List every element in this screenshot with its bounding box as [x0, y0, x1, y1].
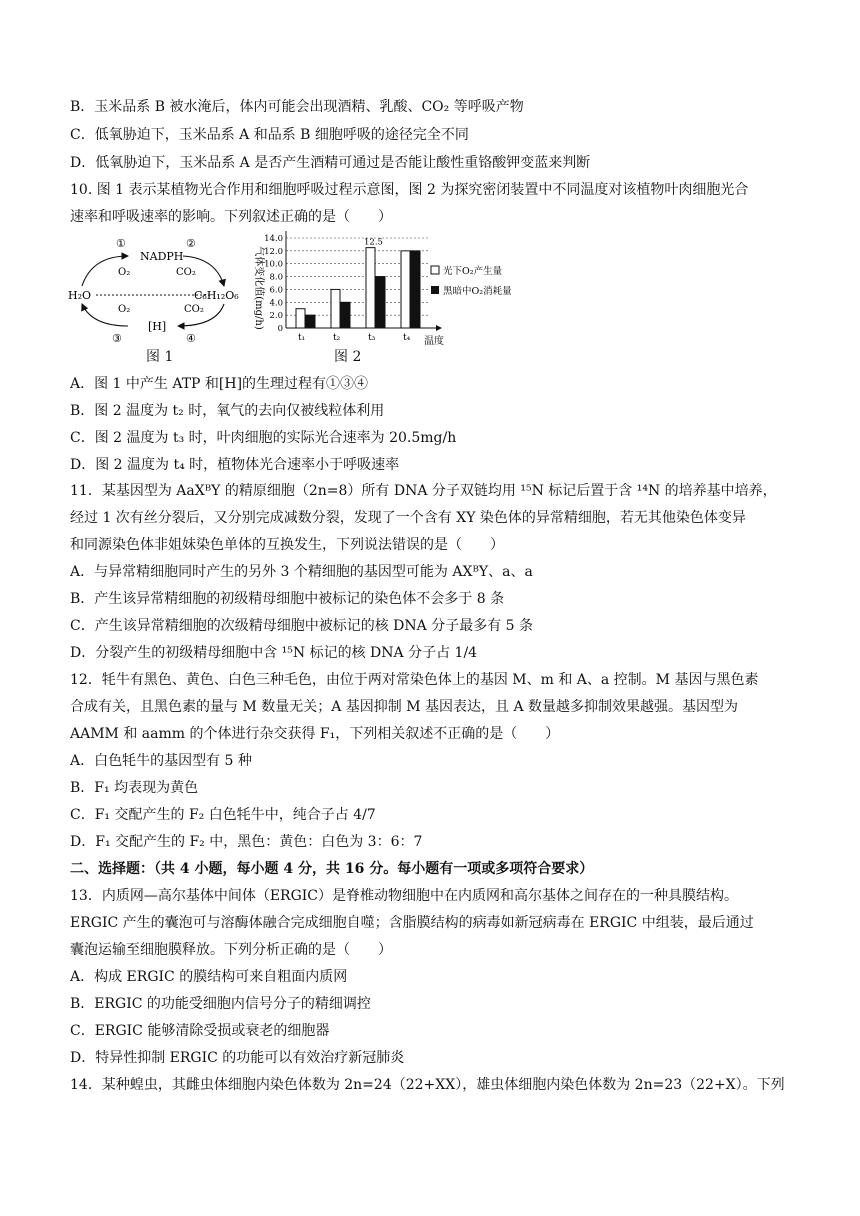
fig1-label-h: [H] — [148, 320, 167, 333]
chart-ytick-label: 6.0 — [269, 285, 283, 296]
option-9d: D．低氧胁迫下，玉米品系 A 是否产生酒精可通过是否能让酸性重铬酸钾变蓝来判断 — [70, 155, 591, 171]
fig1-label-3: ③ — [112, 332, 122, 345]
chart-ytick-label: 2.0 — [269, 311, 283, 322]
fig1-label-glucose: C₆H₁₂O₆ — [194, 289, 239, 302]
question-10-stem: 10. 图 1 表示某植物光合作用和细胞呼吸过程示意图，图 2 为探究密闭装置中不同温度对该植物叶肉细胞光合 — [70, 182, 749, 198]
option-12d: D．F₁ 交配产生的 F₂ 中，黑色：黄色：白色为 3：6：7 — [70, 834, 423, 850]
chart-xtick-label: t₄ — [403, 333, 411, 343]
chart-xtick-label: t₃ — [368, 333, 376, 343]
chart-data-label: 12.5 — [364, 237, 383, 248]
chart-ytick-label: 14.0 — [264, 234, 283, 244]
chart-bar-dark — [411, 251, 420, 328]
legend-light-label: 光下O₂产生量 — [443, 266, 503, 277]
fig1-label-nadph: NADPH — [140, 250, 184, 263]
fig1-label-4: ④ — [186, 332, 196, 345]
chart-bar-light — [331, 289, 340, 328]
option-12a: A．白色牦牛的基因型有 5 种 — [70, 753, 252, 769]
option-10d: D．图 2 温度为 t₄ 时，植物体光合速率小于呼吸速率 — [70, 457, 400, 473]
chart-xtick-label: t₁ — [298, 333, 306, 343]
chart-bar-light — [296, 309, 305, 328]
option-13a: A．构成 ERGIC 的膜结构可来自粗面内质网 — [70, 969, 348, 985]
question-11-stem-cont2: 和同源染色体非姐妹染色单体的互换发生，下列说法错误的是（ ） — [70, 537, 504, 553]
option-10a: A．图 1 中产生 ATP 和[H]的生理过程有①③④ — [70, 376, 369, 392]
legend-swatch-dark — [431, 286, 439, 294]
chart-ytick-label: 8.0 — [269, 272, 283, 283]
question-14-stem: 14．某种蝗虫，其雌虫体细胞内染色体数为 2n=24（22+XX），雄虫体细胞内染色体数为 2n=23（22+X）。下列 — [70, 1077, 785, 1093]
option-9c: C．低氧胁迫下，玉米品系 A 和品系 B 细胞呼吸的途径完全不同 — [70, 127, 469, 143]
question-12-stem-cont2: AAMM 和 aamm 的个体进行杂交获得 F₁，下列相关叙述不正确的是（ ） — [70, 726, 560, 742]
chart-bar-dark — [306, 315, 315, 328]
chart-bar-light — [366, 248, 375, 328]
fig1-label-co2-bottom: CO₂ — [184, 304, 204, 315]
section-2-heading: 二、选择题：（共 4 小题，每小题 4 分，共 16 分。每小题有一项或多项符合要求） — [70, 861, 594, 877]
option-13b: B．ERGIC 的功能受细胞内信号分子的精细调控 — [70, 996, 371, 1012]
figure-2-chart — [246, 228, 546, 348]
fig1-label-1: ① — [116, 238, 126, 250]
option-11c: C．产生该异常精细胞的次级精母细胞中被标记的核 DNA 分子最多有 5 条 — [70, 618, 534, 634]
chart-bar-dark — [341, 302, 350, 328]
chart-xlabel: 温度 — [424, 336, 444, 347]
fig1-label-o2-top: O₂ — [118, 267, 131, 278]
option-12c: C．F₁ 交配产生的 F₂ 白色牦牛中，纯合子占 4/7 — [70, 807, 376, 823]
option-11a: A．与异常精细胞同时产生的另外 3 个精细胞的基因型可能为 AXᴮY、a、a — [70, 564, 533, 580]
question-11-stem: 11．某基因型为 AaXᴮY 的精原细胞（2n=8）所有 DNA 分子双链均用 ¹⁵N 标记后置于含 ¹⁴N 的培养基中培养， — [70, 483, 777, 499]
question-12-stem-cont: 合成有关，且黑色素的量与 M 数量无关；A 基因抑制 M 基因表达，且 A 数量越多抑制效果越强。基因型为 — [70, 699, 739, 715]
question-12-stem: 12．牦牛有黑色、黄色、白色三种毛色，由位于两对常染色体上的基因 M、m 和 A、a 控制。M 基因与黑色素 — [70, 672, 759, 688]
legend-dark-label: 黑暗中O₂消耗量 — [443, 286, 512, 297]
figure-1-caption: 图 1 — [146, 349, 174, 365]
question-10-stem-cont: 速率和呼吸速率的影响。下列叙述正确的是（ ） — [70, 209, 392, 225]
question-13-stem-cont2: 囊泡运输至细胞膜释放。下列分析正确的是（ ） — [70, 942, 392, 958]
fig1-label-o2-bottom: O₂ — [118, 304, 131, 315]
fig1-label-h2o: H₂O — [68, 289, 92, 302]
figure-2-caption: 图 2 — [334, 349, 362, 365]
option-13c: C．ERGIC 能够清除受损或衰老的细胞器 — [70, 1023, 330, 1039]
chart-ytick-label: 0 — [277, 324, 283, 334]
chart-ytick-label: 12.0 — [264, 246, 283, 257]
question-13-stem: 13．内质网—高尔基体中间体（ERGIC）是脊椎动物细胞中在内质网和高尔基体之间存在的一种具膜结构。 — [70, 888, 738, 904]
option-12b: B．F₁ 均表现为黄色 — [70, 780, 199, 796]
legend-swatch-light — [431, 266, 439, 274]
chart-bar-dark — [376, 277, 385, 328]
option-11b: B．产生该异常精细胞的初级精母细胞中被标记的染色体不会多于 8 条 — [70, 591, 505, 607]
question-13-stem-cont: ERGIC 产生的囊泡可与溶酶体融合完成细胞自噬；含脂膜结构的病毒如新冠病毒在 ERGIC 中组装，最后通过 — [70, 915, 754, 931]
fig1-label-co2-top: CO₂ — [176, 267, 196, 278]
chart-xtick-label: t₂ — [333, 333, 341, 343]
question-11-stem-cont: 经过 1 次有丝分裂后，又分别完成减数分裂，发现了一个含有 XY 染色体的异常精细胞，若无其他染色体变异 — [70, 510, 746, 526]
chart-ylabel: 气体变化值(mg/h) — [253, 246, 264, 330]
chart-ytick-label: 4.0 — [269, 298, 283, 309]
option-10b: B．图 2 温度为 t₂ 时，氧气的去向仅被线粒体利用 — [70, 403, 385, 419]
option-10c: C．图 2 温度为 t₃ 时，叶肉细胞的实际光合速率为 20.5mg/h — [70, 430, 457, 446]
option-13d: D．特异性抑制 ERGIC 的功能可以有效治疗新冠肺炎 — [70, 1050, 405, 1066]
option-11d: D．分裂产生的初级精母细胞中含 ¹⁵N 标记的核 DNA 分子占 1/4 — [70, 645, 478, 661]
chart-ytick-label: 10.0 — [264, 259, 283, 270]
chart-bar-light — [401, 251, 410, 328]
fig1-label-2: ② — [186, 238, 196, 250]
option-9b: B．玉米品系 B 被水淹后，体内可能会出现酒精、乳酸、CO₂ 等呼吸产物 — [70, 99, 524, 115]
